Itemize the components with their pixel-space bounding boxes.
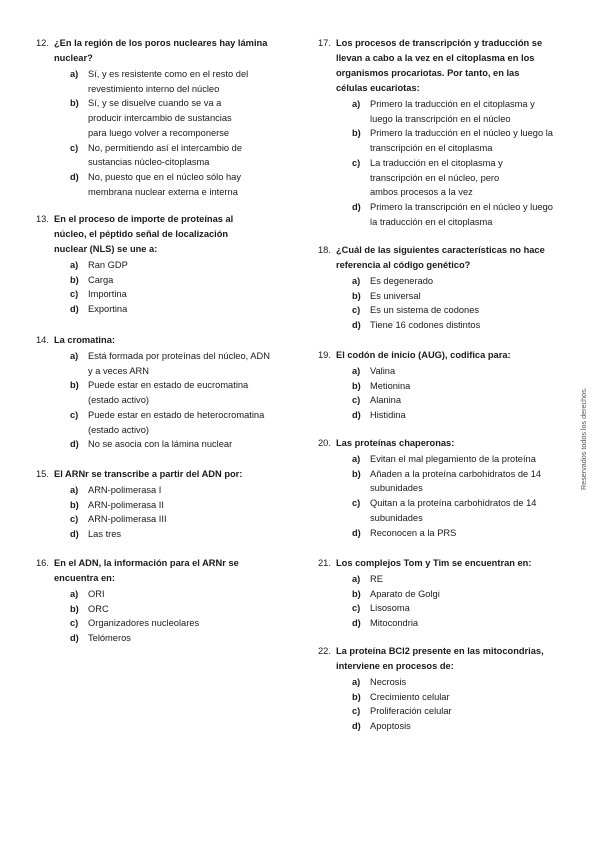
- question-15: [36, 467, 242, 542]
- option-d: [70, 170, 267, 199]
- question-number: 17.: [318, 38, 331, 48]
- option-text: Necrosis: [370, 677, 407, 687]
- option-c: [352, 393, 511, 408]
- question-header: [318, 36, 553, 96]
- option-a: [352, 452, 541, 467]
- option-d: [352, 200, 553, 229]
- option-letter: c): [70, 409, 79, 420]
- option-letter: a): [352, 366, 361, 376]
- option-letter: d): [352, 410, 361, 421]
- option-d: [70, 302, 233, 317]
- option-letter: c): [70, 289, 79, 300]
- option-letter: b): [352, 468, 361, 479]
- options-list: [352, 675, 544, 734]
- question-text: Las proteínas chaperonas:: [336, 438, 455, 448]
- option-letter: c): [70, 142, 79, 153]
- option-letter: c): [352, 498, 361, 509]
- option-text: Mitocondria: [370, 618, 419, 629]
- question-text: ¿Cuál de las siguientes características no hace referencia al código genético?: [336, 245, 545, 270]
- question-header: [318, 243, 545, 273]
- option-c: [352, 704, 544, 719]
- option-d: [352, 719, 544, 734]
- option-text: No, puesto que en el núcleo sólo hay membrana nuclear externa e interna: [88, 171, 241, 197]
- options-list: [352, 572, 531, 631]
- option-a: [70, 67, 267, 96]
- option-text: Aparato de Golgi: [370, 588, 440, 599]
- option-text: Quitan a la proteína carbohidratos de 14 subunidades: [370, 498, 537, 523]
- option-text: ORI: [88, 589, 105, 599]
- question-header: [318, 436, 541, 451]
- option-letter: c): [352, 603, 361, 614]
- question-18: [318, 243, 545, 333]
- option-a: [352, 675, 544, 690]
- question-number: 21.: [318, 558, 331, 568]
- option-text: Crecimiento celular: [370, 691, 450, 702]
- option-d: [70, 527, 242, 542]
- option-a: [70, 258, 233, 273]
- option-letter: b): [70, 98, 79, 109]
- options-list: [70, 67, 267, 199]
- option-text: ORC: [88, 603, 109, 614]
- question-header: [36, 556, 239, 586]
- question-number: 15.: [36, 469, 49, 479]
- option-letter: a): [70, 589, 79, 599]
- option-text: Apoptosis: [370, 721, 411, 732]
- question-14: [36, 333, 270, 452]
- option-a: [70, 349, 270, 378]
- option-text: Alanina: [370, 395, 402, 406]
- option-text: Añaden a la proteína carbohidratos de 14 subunidades: [370, 468, 542, 494]
- question-header: [318, 348, 511, 363]
- option-a: [70, 587, 239, 602]
- option-b: [352, 379, 511, 394]
- question-text: La proteína BCl2 presente en las mitocondrias, interviene en procesos de:: [336, 646, 544, 671]
- option-text: Valina: [370, 366, 396, 376]
- option-letter: b): [352, 128, 361, 139]
- option-letter: d): [352, 618, 361, 629]
- question-number: 18.: [318, 245, 331, 255]
- option-text: Reconocen a la PRS: [370, 527, 457, 538]
- option-b: [352, 587, 531, 602]
- question-21: [318, 556, 531, 631]
- option-text: Es un sistema de codones: [370, 305, 480, 316]
- option-b: [352, 467, 541, 496]
- option-text: ARN-polimerasa I: [88, 485, 162, 495]
- option-text: Sí, y se disuelve cuando se va a producir intercambio de sustancias para luego volver a recomponerse: [88, 98, 232, 138]
- option-text: ARN-polimerasa II: [88, 499, 164, 510]
- option-letter: b): [352, 380, 361, 391]
- option-text: Primero la traducción en el citoplasma y luego la transcripción en el núcleo: [370, 99, 535, 124]
- option-letter: b): [70, 274, 79, 285]
- question-number: 20.: [318, 438, 331, 448]
- option-d: [70, 631, 239, 646]
- question-header: [36, 212, 233, 257]
- question-19: [318, 348, 511, 423]
- question-header: [36, 333, 270, 348]
- question-text: ¿En la región de los poros nucleares hay lámina nuclear?: [54, 38, 268, 63]
- question-header: [36, 36, 267, 66]
- option-letter: a): [70, 351, 79, 361]
- option-text: Lisosoma: [370, 603, 410, 614]
- option-letter: b): [352, 290, 361, 301]
- options-list: [352, 364, 511, 423]
- question-number: 14.: [36, 335, 49, 345]
- option-text: Sí, y es resistente como en el resto del revestimiento interno del núcleo: [88, 69, 249, 94]
- option-text: Importina: [88, 289, 127, 300]
- question-text: Los procesos de transcripción y traducción se llevan a cabo a la vez en el citoplasma en los organismos procariotas. Por tanto, en las células eucariotas:: [336, 38, 543, 93]
- question-20: [318, 436, 541, 540]
- question-text: El codón de inicio (AUG), codifica para:: [336, 350, 511, 360]
- option-letter: a): [352, 276, 361, 286]
- question-header: [318, 556, 531, 571]
- option-c: [352, 601, 531, 616]
- question-16: [36, 556, 239, 646]
- option-letter: d): [352, 527, 361, 538]
- option-letter: c): [70, 618, 79, 629]
- option-d: [352, 318, 545, 333]
- question-number: 13.: [36, 214, 49, 224]
- question-number: 19.: [318, 350, 331, 360]
- option-text: ARN-polimerasa III: [88, 514, 167, 525]
- option-c: [70, 408, 270, 437]
- option-letter: a): [352, 574, 361, 584]
- option-letter: d): [70, 171, 79, 182]
- option-text: Es universal: [370, 290, 421, 301]
- option-text: Telómeros: [88, 633, 131, 644]
- option-a: [352, 97, 553, 126]
- options-list: [352, 274, 545, 333]
- option-text: Está formada por proteínas del núcleo, ADN y a veces ARN: [88, 351, 270, 376]
- question-22: [318, 644, 544, 734]
- question-number: 22.: [318, 646, 331, 656]
- options-list: [70, 349, 270, 452]
- question-12: [36, 36, 267, 199]
- option-letter: b): [70, 499, 79, 510]
- option-b: [352, 690, 544, 705]
- option-d: [70, 437, 270, 452]
- option-text: Histidina: [370, 410, 406, 421]
- option-letter: d): [352, 721, 361, 732]
- option-text: Tiene 16 codones distintos: [370, 320, 481, 331]
- options-list: [352, 452, 541, 540]
- question-number: 12.: [36, 38, 49, 48]
- option-text: RE: [370, 574, 383, 584]
- question-text: En el proceso de importe de proteínas al núcleo, el péptido señal de localización nuclear (NLS) se une a:: [54, 214, 234, 254]
- option-letter: c): [70, 514, 79, 525]
- option-c: [352, 303, 545, 318]
- option-text: Proliferación celular: [370, 706, 452, 717]
- option-text: Evitan el mal plegamiento de la proteína: [370, 454, 536, 464]
- option-text: Metionina: [370, 380, 411, 391]
- option-letter: a): [70, 69, 79, 79]
- option-letter: a): [352, 677, 361, 687]
- question-text: En el ADN, la información para el ARNr se encuentra en:: [54, 558, 239, 583]
- copyright-note: Reservados todos los derechos.: [579, 387, 588, 490]
- option-c: [70, 512, 242, 527]
- option-letter: c): [352, 395, 361, 406]
- question-17: [318, 36, 553, 229]
- option-letter: d): [70, 633, 79, 644]
- option-letter: c): [352, 305, 361, 316]
- question-text: La cromatina:: [54, 335, 115, 345]
- option-c: [352, 156, 553, 200]
- option-b: [70, 96, 267, 140]
- option-d: [352, 616, 531, 631]
- option-c: [70, 141, 267, 170]
- option-b: [70, 273, 233, 288]
- option-letter: c): [352, 157, 361, 168]
- option-letter: b): [352, 588, 361, 599]
- option-a: [70, 483, 242, 498]
- option-a: [352, 364, 511, 379]
- option-letter: d): [352, 320, 361, 331]
- option-d: [352, 526, 541, 541]
- option-a: [352, 572, 531, 587]
- options-list: [70, 258, 233, 317]
- option-letter: a): [70, 485, 79, 495]
- option-b: [70, 378, 270, 407]
- option-letter: d): [352, 201, 361, 212]
- option-text: Es degenerado: [370, 276, 434, 286]
- option-letter: d): [70, 439, 79, 450]
- options-list: [352, 97, 553, 229]
- question-13: [36, 212, 233, 317]
- option-text: Exportina: [88, 304, 128, 315]
- option-text: La traducción en el citoplasma y transcripción en el núcleo, pero ambos procesos a la vez: [370, 157, 503, 198]
- question-text: Los complejos Tom y Tim se encuentran en:: [336, 558, 532, 568]
- question-text: El ARNr se transcribe a partir del ADN por:: [54, 469, 243, 479]
- option-a: [352, 274, 545, 289]
- option-text: Carga: [88, 274, 114, 285]
- option-text: Las tres: [88, 529, 122, 540]
- question-header: [318, 644, 544, 674]
- option-b: [352, 289, 545, 304]
- option-letter: a): [352, 454, 361, 464]
- option-text: Organizadores nucleolares: [88, 618, 200, 629]
- option-text: Primero la traducción en el núcleo y luego la transcripción en el citoplasma: [370, 128, 553, 154]
- option-letter: b): [352, 691, 361, 702]
- option-b: [70, 498, 242, 513]
- option-d: [352, 408, 511, 423]
- option-letter: b): [70, 603, 79, 614]
- option-c: [70, 287, 233, 302]
- option-letter: d): [70, 304, 79, 315]
- option-c: [352, 496, 541, 525]
- question-number: 16.: [36, 558, 49, 568]
- option-text: Primero la transcripción en el núcleo y luego la traducción en el citoplasma: [370, 201, 553, 227]
- option-letter: d): [70, 529, 79, 540]
- option-text: Puede estar en estado de eucromatina (estado activo): [88, 380, 249, 406]
- option-b: [70, 602, 239, 617]
- options-list: [70, 587, 239, 646]
- option-letter: c): [352, 706, 361, 717]
- option-b: [352, 126, 553, 155]
- option-text: Puede estar en estado de heterocromatina (estado activo): [88, 409, 265, 435]
- option-letter: a): [352, 99, 361, 109]
- option-text: No se asocia con la lámina nuclear: [88, 439, 233, 450]
- option-text: No, permitiendo así el intercambio de sustancias núcleo-citoplasma: [88, 142, 242, 168]
- question-header: [36, 467, 242, 482]
- option-c: [70, 616, 239, 631]
- option-text: Ran GDP: [88, 260, 128, 270]
- option-letter: b): [70, 380, 79, 391]
- option-letter: a): [70, 260, 79, 270]
- options-list: [70, 483, 242, 542]
